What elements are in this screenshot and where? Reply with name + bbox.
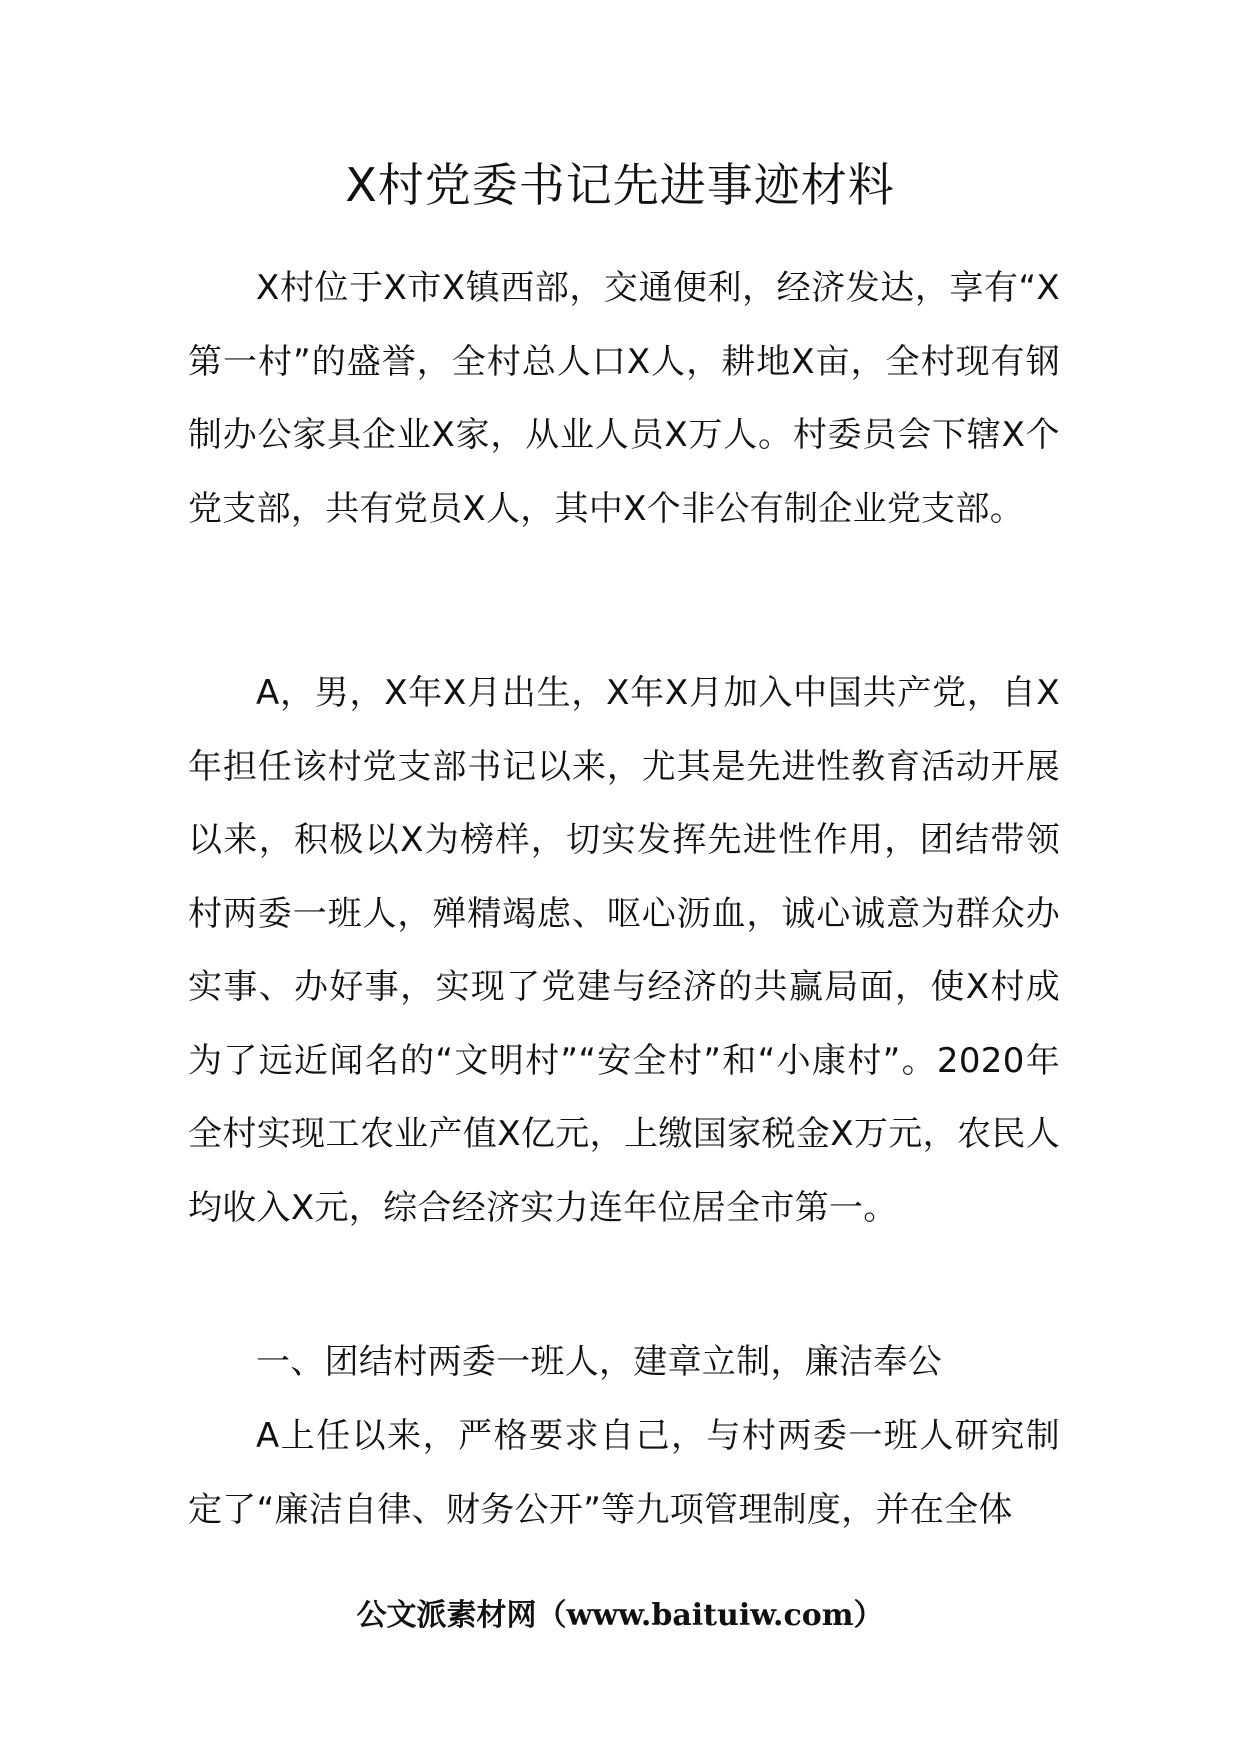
- footer-watermark: 公文派素材网（www.baituiw.com）: [356, 1598, 884, 1633]
- body-paragraph-section: A上任以来，严格要求自己，与村两委一班人研究制定了“廉洁自律、财务公开”等九项管理制度，并在全体: [188, 1416, 1060, 1530]
- document-title: X村党委书记先进事迹材料: [345, 158, 895, 212]
- body-paragraph-intro: X村位于X市X镇西部，交通便利，经济发达，享有“X第一村”的盛誉，全村总人口X人，耕地X亩，全村现有钢制办公家具企业X家，从业人员X万人。村委员会下辖X个党支部，共有党员X人，其中X个非公有制企业党支部。: [188, 268, 1060, 529]
- body-paragraph-profile: A，男，X年X月出生，X年X月加入中国共产党，自X年担任该村党支部书记以来，尤其是先进性教育活动开展以来，积极以X为榜样，切实发挥先进性作用，团结带领村两委一班人，殚精竭虑、呕心沥血，诚心诚意为群众办实事、办好事，实现了党建与经济的共赢局面，使X村成为了远近闻名的“文明村”“安全村”和“小康村”。2020年全村实现工农业产值X亿元，上缴国家税金X万元，农民人均收入X元，综合经济实力连年位居全市第一。: [188, 673, 1060, 1228]
- section-heading: 一、团结村两委一班人，建章立制，廉洁奉公: [256, 1342, 942, 1382]
